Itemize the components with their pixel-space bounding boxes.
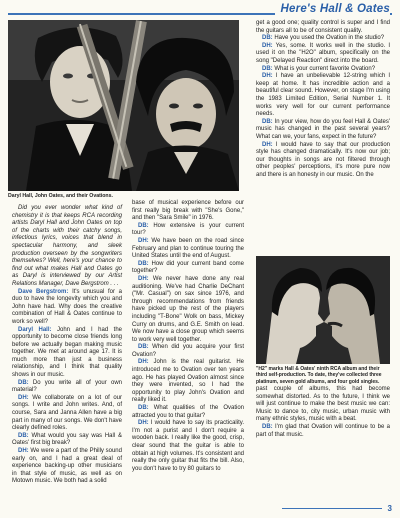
paragraph-text: John and I had the opportunity to become close friends long before we actually began making music together. We met at around age 17. It is much more than just a business relationship, and I think that quality shows in our music.: [12, 326, 123, 379]
paragraph-text: How extensive is your current tour?: [132, 222, 244, 237]
speaker-label: DB:: [262, 118, 273, 125]
paragraph-text: In your view, how do you feel Hall & Oates' music has changed in the past several years? What can we, your fans, expect in the future?: [256, 118, 390, 140]
paragraph-text: We collaborate on a lot of our songs. I write and John writes. And, of course, Sara and Janna Allen have a big part in many of our songs. We don't have clearly defined roles.: [12, 394, 122, 432]
qa-paragraph: [132, 238, 244, 261]
speaker-label: DH:: [138, 275, 149, 282]
qa-paragraph: [12, 380, 122, 395]
qa-paragraph: [132, 344, 244, 359]
article-column-3: [256, 20, 390, 179]
album-cover-illustration: [256, 256, 390, 364]
band-photo-illustration: [8, 20, 239, 191]
article-column-1: [12, 205, 122, 486]
speaker-label: DB:: [138, 222, 149, 229]
paragraph-text: John is the real guitarist. He introduced me to Ovation over ten years ago. He has played Ovation almost since they were invented, so I had the opportunity to play John's Ovation and really liked it.: [132, 359, 244, 404]
speaker-label: DB:: [262, 65, 273, 72]
qa-paragraph: [12, 433, 122, 448]
paragraph-text: What qualities of the Ovation attracted you to that guitar?: [132, 405, 244, 419]
speaker-label: DH:: [262, 42, 273, 49]
qa-paragraph: [256, 43, 390, 66]
album-photo: [256, 256, 390, 364]
qa-paragraph: [256, 119, 390, 142]
speaker-label: DB:: [138, 344, 149, 351]
paragraph-text: What is your current favorite Ovation?: [272, 65, 376, 72]
qa-paragraph: [132, 420, 244, 473]
qa-paragraph: [256, 142, 390, 180]
qa-paragraph: [132, 405, 244, 420]
qa-paragraph: [12, 448, 122, 486]
paragraph-text: When did you acquire your first Ovation?: [132, 344, 244, 358]
band-photo: [8, 20, 239, 191]
band-photo-caption: Daryl Hall, John Oates, and their Ovations.: [8, 193, 113, 199]
qa-paragraph: [256, 35, 390, 43]
intro-paragraph: Did you ever wonder what kind of chemistry it is that keeps RCA recording artists Daryl Hall and John Oates on top of the charts with their catchy songs, infectious lyrics, voices that blend in spectacular harmony, and sleek production overseen by the songwriters themselves? Well, here's your chance to find out what makes Hall and Oates go as Daryl is interviewed by our Artist Relations Manager, Dave Bergstrom . . .: [12, 205, 122, 287]
paragraph-text: Do you write all of your own material?: [12, 379, 122, 394]
qa-paragraph: [132, 359, 244, 405]
qa-paragraph: [256, 66, 390, 74]
qa-paragraph: [132, 261, 244, 276]
speaker-label: Dave Bergstrom:: [18, 288, 69, 295]
qa-paragraph: [256, 73, 390, 119]
page-number: 3: [387, 504, 392, 513]
page-title: Here's Hall & Oates: [275, 3, 390, 15]
album-photo-caption: "H2" marks Hall & Oates' ninth RCA album and their third self-production. To date, they've collected three platinum, seven gold albums, and four gold singles.: [256, 366, 382, 385]
speaker-label: DH:: [138, 359, 149, 366]
speaker-label: DB:: [138, 405, 149, 412]
qa-paragraph: [12, 289, 122, 327]
paragraph-text: What would you say was Hall & Oates' first big break?: [12, 432, 122, 447]
paragraph-text: I'm glad that Ovation will continue to be a part of that music.: [256, 423, 390, 438]
paragraph-text: We were a part of the Philly sound early on, and I had a great deal of experience backing-up other musicians in that style of music, as well as on Motown music. We both had a solid: [12, 448, 122, 485]
speaker-label: DB:: [18, 432, 29, 439]
paragraph-text: It's unusual for a duo to have the longevity which you and John have had. Why does the creative combination of Hall & Oates continue to work so well?: [12, 288, 122, 325]
speaker-label: DH:: [138, 420, 149, 427]
qa-paragraph: [132, 223, 244, 238]
paragraph-text: Yes, some. It works well in the studio. I used it on the "H2O" album, specifically on the song "Delayed Reaction" direct into the board.: [256, 42, 390, 64]
speaker-label: DB:: [262, 35, 273, 42]
speaker-label: DB:: [138, 260, 149, 267]
article-column-2: [132, 200, 244, 473]
qa-paragraph: [12, 395, 122, 433]
speaker-label: DH:: [18, 448, 29, 454]
paragraph-text: I have an unbelievable 12-string which I keep at home. It has incredible action and a beautiful clear sound. However, on stage I'm using the 1983 Limited Edition, Serial Number 1. It works very well for our current performance needs.: [256, 73, 390, 118]
qa-paragraph: [12, 327, 122, 380]
paragraph-text: I would have to say that our production style has changed dramatically. It's now our job; our thoughts in songs are not filtered through other peoples' perceptions, it's more pure now and there is an honesty in our music. On the: [256, 141, 390, 178]
speaker-label: DH:: [138, 237, 149, 244]
article-column-3-continued: [256, 386, 390, 439]
speaker-label: DH:: [262, 73, 273, 80]
qa-paragraph: [132, 276, 244, 344]
paragraph-text: We never have done any real auditioning. We've had Charlie DeChant ("Mr. Casual") on sax since 1976, and through recommendations from friends have picked up the rest of the players including "T-Bone" Wolk on bass, Mickey Curry on drums, and G.E. Smith on lead. We now have a close group which seems to work very well together.: [132, 275, 244, 343]
paragraph-text: I would have to say its practicality. I'm not a purist and I don't require a wooden back. I really like the good, crisp, clear sound that the guitar is able to obtain at high volumes. It's consistent and really the only guitar that fits the bill. Also, you don't have to try 80 guitars to: [132, 420, 244, 472]
paragraph-text: We have been on the road since February and plan to continue touring the United States until the end of August.: [132, 237, 244, 260]
qa-paragraph: [256, 424, 390, 439]
paragraph-text: get a good one; quality control is super and I find the guitars all to be of consistent quality.: [256, 20, 390, 34]
speaker-label: DB:: [18, 379, 29, 386]
paragraph-text: past couple of albums, this had become somewhat distorted. As to the future, I think we will just continue to make the best music we can: Music to dance to, city music, urban music with many ethnic styles, music with a beat.: [256, 386, 390, 423]
speaker-label: Daryl Hall:: [18, 326, 52, 333]
paragraph-text: base of musical experience before our first really big break with "She's Gone," and then "Sara Smile" in 1976.: [132, 200, 244, 222]
paragraph-text: How did your current band come together?: [132, 260, 244, 275]
speaker-label: DH:: [262, 141, 273, 148]
speaker-label: DH:: [18, 394, 29, 401]
speaker-label: DB:: [262, 423, 273, 430]
footer-rule: [282, 508, 382, 509]
paragraph-text: Have you used the Ovation in the studio?: [272, 35, 385, 42]
